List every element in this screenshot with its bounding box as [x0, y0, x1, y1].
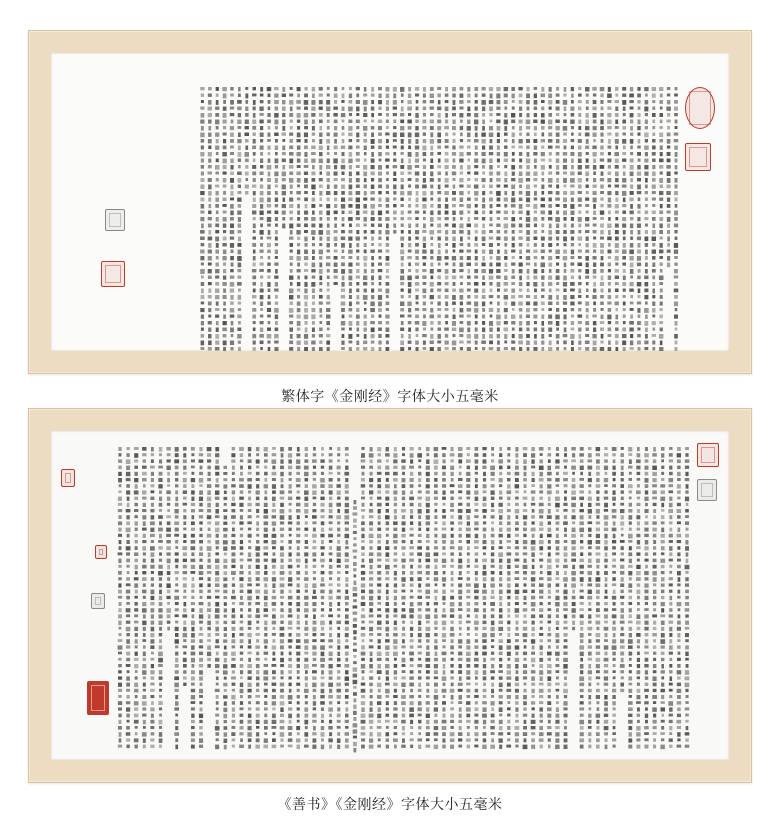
- text-column: [592, 87, 597, 351]
- text-column: [304, 87, 309, 351]
- text-column: [467, 87, 472, 351]
- text-column: [481, 87, 486, 351]
- text-column: [288, 447, 293, 747]
- framed-calligraphy-shanshu: [28, 408, 752, 783]
- text-column: [208, 87, 213, 351]
- text-column: [587, 447, 592, 748]
- text-column: [247, 447, 252, 749]
- text-column: [422, 87, 427, 351]
- seal-left-bottom: [87, 681, 109, 715]
- text-column: [533, 87, 537, 351]
- text-column: [459, 87, 464, 351]
- text-column: [385, 87, 390, 351]
- text-column: [504, 87, 509, 351]
- text-column: [333, 87, 338, 285]
- text-column: [400, 87, 404, 351]
- text-column: [370, 87, 375, 351]
- text-column: [319, 87, 324, 351]
- text-column: [442, 447, 447, 748]
- text-column: [378, 87, 383, 351]
- text-column: [629, 87, 634, 351]
- text-column: [563, 87, 568, 351]
- text-column: [215, 87, 220, 351]
- text-column: [620, 447, 625, 692]
- text-column: [482, 447, 487, 749]
- text-column: [353, 500, 358, 752]
- seal-top-left: [61, 469, 75, 487]
- text-column: [182, 447, 187, 686]
- text-column: [255, 447, 260, 749]
- seal-top-right-1: [697, 443, 719, 467]
- text-column: [320, 447, 325, 749]
- text-column: [417, 447, 422, 749]
- text-column: [548, 87, 553, 351]
- text-column: [311, 87, 316, 351]
- text-column: [496, 87, 501, 351]
- text-column: [668, 447, 673, 748]
- text-column: [555, 87, 560, 351]
- text-column: [296, 447, 301, 749]
- text-column: [607, 87, 612, 351]
- text-column: [511, 87, 516, 351]
- text-column: [231, 447, 236, 748]
- text-column: [223, 466, 228, 750]
- text-column: [452, 87, 457, 351]
- text-column: [547, 447, 552, 748]
- text-column: [150, 447, 155, 748]
- text-column: [126, 447, 131, 748]
- text-column: [660, 447, 665, 749]
- text-column: [207, 447, 212, 668]
- text-column: [434, 447, 439, 749]
- text-column: [239, 447, 244, 748]
- text-column: [531, 447, 536, 749]
- text-column: [474, 87, 479, 351]
- text-column: [369, 447, 374, 749]
- text-column: [523, 447, 528, 749]
- framed-calligraphy-traditional: [28, 30, 752, 374]
- text-column: [585, 87, 590, 351]
- text-column: [526, 87, 531, 351]
- text-column: [296, 87, 301, 351]
- text-column: [563, 447, 568, 749]
- calligraphy-text-columns: [51, 53, 729, 351]
- text-column: [674, 87, 679, 351]
- text-column: [282, 87, 286, 228]
- text-column: [489, 87, 494, 351]
- text-column: [222, 87, 227, 351]
- text-column: [267, 87, 272, 351]
- text-column: [259, 87, 264, 351]
- text-column: [474, 447, 479, 747]
- text-column: [166, 447, 171, 630]
- text-column: [280, 447, 285, 748]
- seal-left-middle-1: [95, 545, 107, 559]
- text-column: [237, 87, 242, 351]
- text-column: [407, 87, 412, 351]
- calligraphy-text-columns: [51, 431, 729, 760]
- text-column: [344, 447, 349, 748]
- text-column: [326, 87, 331, 351]
- text-column: [515, 447, 520, 748]
- text-column: [252, 87, 257, 351]
- text-column: [600, 87, 605, 351]
- text-column: [401, 447, 406, 748]
- seal-top-right-2: [697, 479, 717, 501]
- text-column: [539, 447, 544, 748]
- text-column: [409, 447, 414, 748]
- text-column: [652, 87, 657, 351]
- text-column: [336, 447, 341, 749]
- text-column: [579, 447, 584, 749]
- text-column: [604, 447, 609, 749]
- text-column: [458, 447, 463, 748]
- text-column: [158, 447, 163, 748]
- text-column: [393, 87, 398, 234]
- text-column: [685, 447, 690, 748]
- text-column: [425, 447, 430, 748]
- text-column: [637, 87, 642, 351]
- text-column: [612, 447, 617, 748]
- text-column: [571, 447, 576, 630]
- text-column: [174, 447, 179, 749]
- text-column: [518, 87, 523, 351]
- text-column: [377, 447, 382, 748]
- text-column: [430, 87, 435, 351]
- text-column: [289, 87, 294, 351]
- text-column: [490, 447, 495, 749]
- text-column: [622, 87, 627, 351]
- text-column: [200, 87, 205, 351]
- text-column: [393, 447, 398, 748]
- text-column: [555, 447, 560, 749]
- text-column: [666, 87, 671, 267]
- text-column: [385, 447, 390, 749]
- text-column: [328, 447, 333, 749]
- seal-left-middle-2: [91, 593, 105, 609]
- text-column: [596, 447, 601, 749]
- text-column: [274, 87, 279, 351]
- text-column: [506, 447, 511, 748]
- text-column: [615, 87, 620, 351]
- text-column: [437, 87, 442, 351]
- text-column: [466, 447, 471, 748]
- text-column: [272, 447, 277, 748]
- text-column: [644, 87, 649, 351]
- text-column: [415, 87, 420, 351]
- text-column: [677, 447, 682, 748]
- text-column: [578, 87, 583, 351]
- text-column: [659, 87, 664, 351]
- seal-square-top-right: [685, 143, 711, 171]
- text-column: [644, 447, 649, 749]
- text-column: [356, 87, 361, 351]
- panel-caption-2: 《善书》《金刚经》字体大小五毫米: [277, 797, 503, 813]
- text-column: [191, 447, 196, 749]
- text-column: [348, 87, 353, 351]
- text-column: [652, 447, 657, 748]
- text-column: [628, 447, 633, 749]
- text-column: [570, 87, 575, 351]
- text-column: [304, 447, 309, 748]
- text-column: [118, 447, 123, 748]
- text-column: [230, 87, 235, 351]
- seal-name-left-1: [105, 209, 125, 231]
- text-column: [541, 87, 546, 351]
- seal-oval-top-right: [685, 87, 715, 129]
- text-column: [444, 87, 449, 351]
- text-column: [263, 447, 268, 748]
- calligraphy-paper: [51, 431, 729, 760]
- seal-name-left-2: [101, 261, 125, 287]
- text-column: [134, 447, 139, 749]
- text-column: [245, 87, 250, 195]
- text-column: [142, 447, 147, 748]
- text-column: [363, 87, 368, 351]
- text-column: [450, 447, 455, 749]
- text-column: [199, 447, 204, 748]
- text-column: [215, 447, 220, 749]
- calligraphy-paper: [51, 53, 729, 351]
- text-column: [636, 447, 641, 749]
- text-column: [361, 447, 366, 749]
- text-column: [498, 447, 503, 749]
- text-column: [312, 447, 317, 749]
- text-column: [341, 87, 346, 351]
- panel-caption-1: 繁体字《金刚经》字体大小五毫米: [281, 389, 499, 405]
